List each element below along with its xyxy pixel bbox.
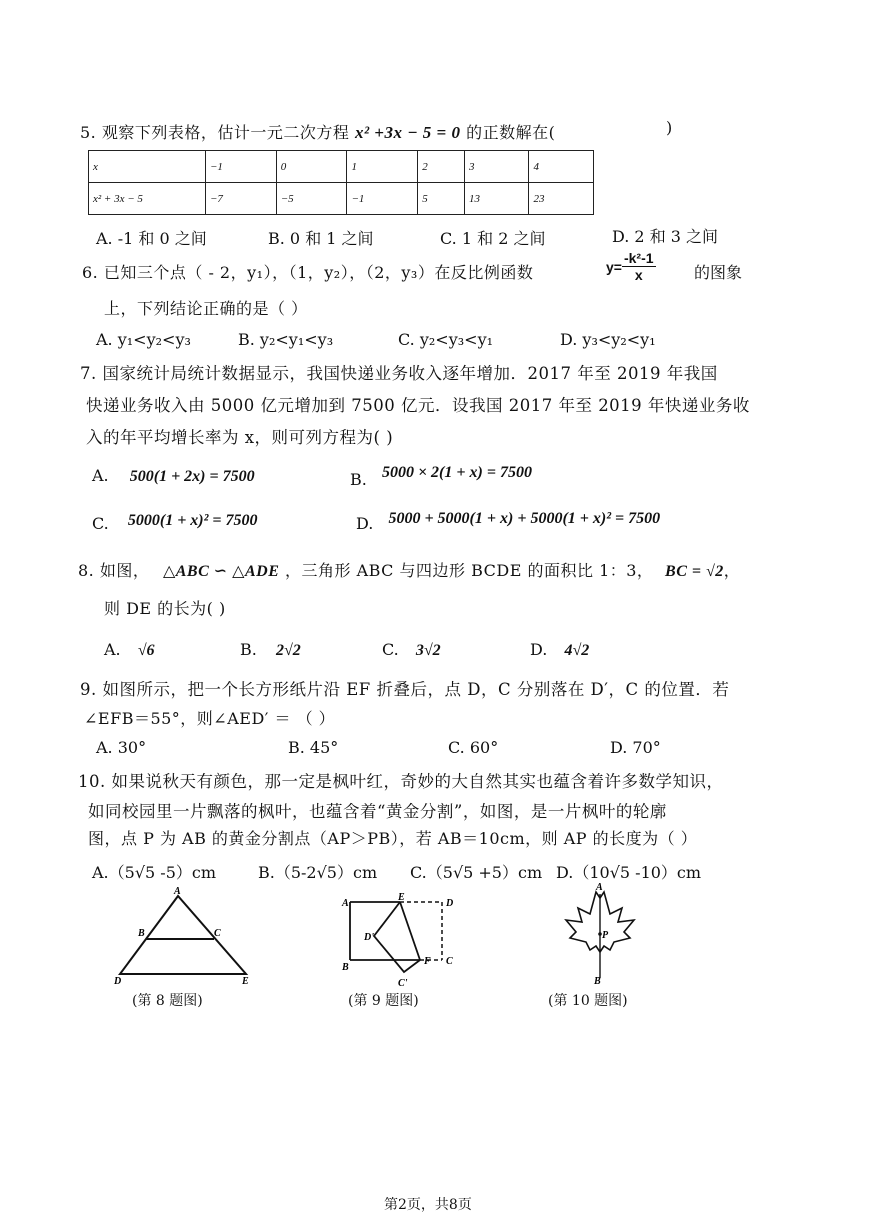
q8-option-a-expr: √6 [137,642,155,659]
q7-line2: 快递业务收入由 5000 亿元增加到 7500 亿元．设我国 2017 年至 2019 年快递业务收 [86,396,750,415]
q7-option-a[interactable] [92,466,255,486]
table-cell: 4 [529,151,594,183]
q10-line3: 图，点 P 为 AB 的黄金分割点（AP＞PB），若 AB＝10cm，则 AP 的长度为（ ） [88,829,698,848]
fig10-label-b: B [594,976,601,987]
table-cell: 1 [347,151,418,183]
table-cell: 0 [276,151,347,183]
fold-line-ef [400,902,420,960]
q6-func-y: y= [606,258,622,275]
q6-option-d[interactable]: D. y₃<y₂<y₁ [560,330,656,349]
table-row [89,151,594,183]
q9-option-d[interactable]: D. 70° [610,738,661,757]
q7-option-d[interactable] [356,508,661,533]
q9-line2: ∠EFB＝55°，则∠AED′ ＝ （ ） [84,709,336,728]
q5-stem-b: 的正数解在( [466,123,556,142]
q7-option-b-expr: 5000 × 2(1 + x) = 7500 [381,464,532,481]
q10-option-b[interactable]: B.（5-2√5）cm [258,863,378,882]
table-cell: −5 [276,183,347,215]
figure-10-diagram [560,880,640,990]
q8-option-b-label: B. [240,640,257,659]
table-cell: −7 [206,183,277,215]
folded-flap [374,902,420,972]
q5-option-d[interactable]: D. 2 和 3 之间 [612,227,719,246]
table-row [89,183,594,215]
figure-8-caption: (第 8 题图) [132,993,203,1009]
q7-option-b-label: B. [350,470,367,489]
q9-line1: 9. 如图所示，把一个长方形纸片沿 EF 折叠后，点 D，C 分别落在 D′，C 的位置．若 [80,680,730,699]
q8-option-c[interactable] [382,640,441,660]
q8-option-a[interactable] [104,640,155,660]
q8-option-d-label: D. [530,640,548,659]
fig8-label-e: E [242,976,249,986]
fig10-label-a: A [596,882,603,893]
table-cell: −1 [206,151,277,183]
fig9-label-d: D [446,898,454,909]
q7-option-a-label: A. [92,466,109,485]
q5-value-table [88,150,594,215]
q5-option-b[interactable]: B. 0 和 1 之间 [268,229,374,248]
fig9-label-e: E [398,892,405,903]
q9-option-a[interactable]: A. 30° [96,738,147,757]
q5-stem-a: 5. 观察下列表格，估计一元二次方程 [80,123,350,142]
table-cell: 5 [418,183,465,215]
q7-line1: 7. 国家统计局统计数据显示，我国快递业务收入逐年增加．2017 年至 2019 年我国 [80,364,718,383]
fig8-label-c: C [214,928,221,939]
q8-bc: BC = √2 [665,563,724,580]
q9-option-b[interactable]: B. 45° [288,738,339,757]
q10-option-c[interactable]: C.（5√5 +5）cm [410,863,543,882]
figure-8-diagram [108,886,258,986]
q8-option-c-label: C. [382,640,399,659]
q5-option-a[interactable]: A. -1 和 0 之间 [96,229,207,248]
table-cell: x [89,151,206,183]
q10-line1: 10. 如果说秋天有颜色，那一定是枫叶红，奇妙的大自然其实也蕴含着许多数学知识， [78,772,724,791]
q7-option-c[interactable] [92,510,258,533]
fig9-label-c: C [446,956,453,967]
q7-option-b[interactable] [350,462,532,489]
q7-option-c-label: C. [92,514,109,533]
fig9-label-a: A [342,898,349,909]
fig8-label-b: B [138,928,145,939]
q6-option-c[interactable]: C. y₂<y₃<y₁ [398,330,494,349]
q8-option-b[interactable] [240,640,301,660]
q8-option-d-expr: 4√2 [564,642,590,659]
fig8-label-d: D [114,976,122,986]
q7-option-c-expr: 5000(1 + x)² = 7500 [127,512,258,529]
q7-line3: 入的年平均增长率为 x，则可列方程为( ) [86,428,394,447]
q6-function [606,250,656,283]
q6-line1 [82,260,533,283]
q6-func-denominator: x [634,267,643,283]
q5-stem [80,120,555,143]
fig9-label-f: F [424,956,431,967]
q6-line1-text: 6. 已知三个点（ - 2，y₁），（1，y₂），（2，y₃）在反比例函数 [82,263,534,282]
table-cell: x² + 3x − 5 [89,183,206,215]
q8-line1-c: ， [723,561,741,580]
q8-option-c-expr: 3√2 [415,642,441,659]
q6-option-b[interactable]: B. y₂<y₁<y₃ [238,330,334,349]
q5-paren-close: ) [666,118,673,137]
q9-option-c[interactable]: C. 60° [448,738,499,757]
q8-option-d[interactable] [530,640,589,660]
figure-9-caption: (第 9 题图) [348,993,419,1009]
q6-func-numerator: -k²-1 [623,250,654,266]
table-cell: −1 [347,183,418,215]
q8-option-a-label: A. [104,640,121,659]
fig8-label-a: A [174,886,181,897]
table-cell: 23 [529,183,594,215]
table-cell: 2 [418,151,465,183]
fig9-label-c-prime: C' [398,978,408,989]
q7-option-d-label: D. [356,514,374,533]
figure-10-caption: (第 10 题图) [548,993,628,1009]
table-cell: 3 [464,151,528,183]
table-cell: 13 [464,183,528,215]
q8-line2: 则 DE 的长为( ) [104,599,226,618]
q5-option-c[interactable]: C. 1 和 2 之间 [440,229,546,248]
q7-option-a-expr: 500(1 + 2x) = 7500 [129,468,255,485]
q8-option-b-expr: 2√2 [275,642,301,659]
fig10-label-p: P [602,930,609,941]
page-footer: 第2页，共8页 [384,1197,472,1213]
q6-line2: 上，下列结论正确的是（ ） [104,299,308,318]
q10-option-d[interactable]: D.（10√5 -10）cm [556,863,702,882]
fig9-label-d-prime: D' [364,932,374,943]
q5-equation: x² +3x − 5 = 0 [354,123,461,142]
q7-option-d-expr: 5000 + 5000(1 + x) + 5000(1 + x)² = 7500 [388,510,661,527]
q8-line1 [78,558,740,581]
q10-line2: 如同校园里一片飘落的枫叶，也蕴含着“黄金分割”，如图，是一片枫叶的轮廓 [88,802,667,821]
q6-option-a[interactable]: A. y₁<y₂<y₃ [96,330,191,349]
q10-option-a[interactable]: A.（5√5 -5）cm [92,863,217,882]
q8-line1-a: 8. 如图， [78,561,150,580]
q8-line1-b: ，三角形 ABC 与四边形 BCDE 的面积比 1：3， [284,561,654,580]
figure-9-diagram [340,892,460,992]
q6-fraction [622,250,656,283]
fig9-label-b: B [342,962,349,973]
q6-line1-end: 的图象 [694,263,743,282]
q8-similar: △ABC ∽ △ADE [162,563,280,580]
